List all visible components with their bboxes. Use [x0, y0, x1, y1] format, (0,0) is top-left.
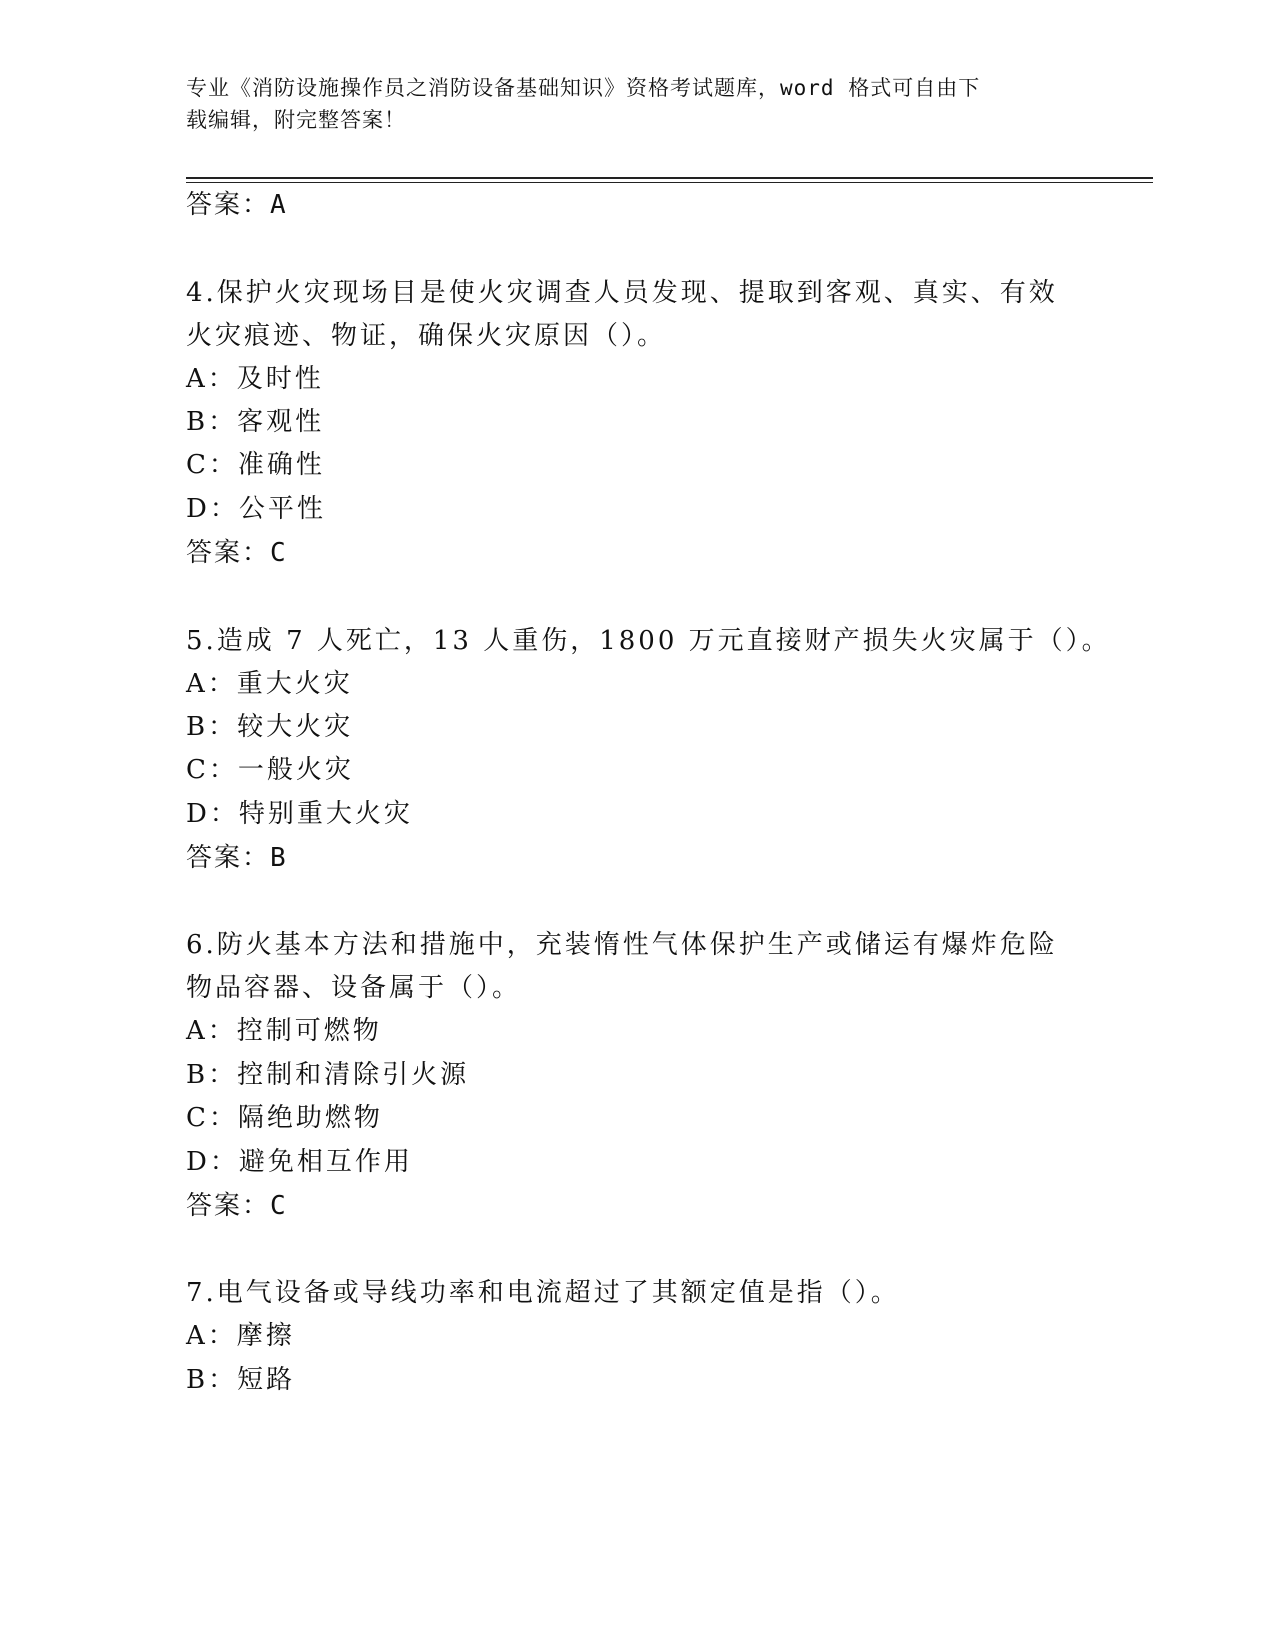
- question-6-option-a: A：控制可燃物: [186, 1016, 382, 1046]
- answer-label: 答案：: [186, 190, 271, 220]
- question-4-option-d: D：公平性: [186, 494, 326, 524]
- question-5-option-c: C：一般火灾: [186, 755, 354, 785]
- question-7-option-b: B：短路: [186, 1365, 296, 1395]
- answer-value: C: [270, 1191, 288, 1221]
- header-divider-thin: [186, 182, 1153, 183]
- question-7-option-a: A：摩擦: [186, 1321, 295, 1351]
- question-6-option-d: D：避免相互作用: [186, 1147, 413, 1177]
- answer-value: C: [270, 538, 288, 568]
- question-6-option-c: C：隔绝助燃物: [186, 1103, 383, 1133]
- header-line-1: 专业《消防设施操作员之消防设备基础知识》资格考试题库，word 格式可自由下: [186, 76, 981, 100]
- question-5-option-d: D：特别重大火灾: [186, 799, 413, 829]
- question-4-stem-line-2: 火灾痕迹、物证，确保火灾原因（）。: [186, 321, 667, 351]
- question-5-answer: [186, 841, 288, 875]
- question-6-stem-line-2: 物品容器、设备属于（）。: [186, 973, 522, 1003]
- question-4-option-b: B：客观性: [186, 407, 325, 437]
- question-4-stem-line-1: 4.保护火灾现场目是使火灾调查人员发现、提取到客观、真实、有效: [186, 278, 1058, 308]
- question-6-option-b: B：控制和清除引火源: [186, 1060, 470, 1090]
- question-5-option-a: A：重大火灾: [186, 669, 353, 699]
- answer-label: 答案：: [186, 843, 271, 873]
- question-5-option-b: B：较大火灾: [186, 712, 354, 742]
- answer-label: 答案：: [186, 1191, 271, 1221]
- question-6-stem-line-1: 6.防火基本方法和措施中，充装惰性气体保护生产或储运有爆炸危险: [186, 930, 1058, 960]
- header-divider-thick: [186, 177, 1153, 179]
- answer-line-prev: [186, 188, 288, 222]
- answer-value: A: [270, 190, 288, 220]
- answer-value: B: [270, 843, 288, 873]
- header-line-2: 载编辑，附完整答案！: [186, 108, 406, 132]
- question-4-answer: [186, 536, 288, 570]
- question-4-option-c: C：准确性: [186, 450, 325, 480]
- question-6-answer: [186, 1189, 288, 1223]
- answer-label: 答案：: [186, 538, 271, 568]
- question-5-stem-line-1: 5.造成 7 人死亡，13 人重伤，1800 万元直接财产损失火灾属于（）。: [186, 626, 1111, 656]
- question-4-option-a: A：及时性: [186, 364, 324, 394]
- question-7-stem-line-1: 7.电气设备或导线功率和电流超过了其额定值是指（）。: [186, 1278, 900, 1308]
- document-header: [186, 72, 1066, 136]
